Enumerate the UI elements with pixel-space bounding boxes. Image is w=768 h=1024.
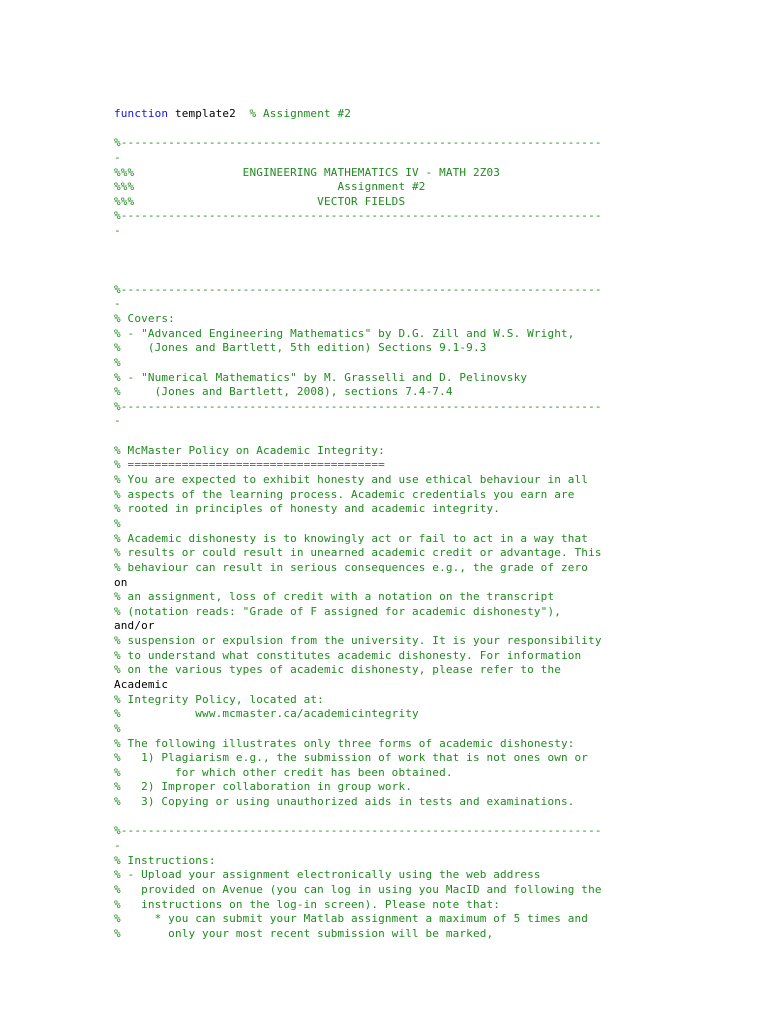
comment-line: % The following illustrates only three forms of academic dishonesty:	[114, 736, 575, 750]
comment-line: -	[114, 224, 121, 238]
comment-line: % - "Numerical Mathematics" by M. Grasselli and D. Pelinovsky	[114, 370, 528, 384]
blank-line	[114, 122, 734, 137]
comment-line: -	[114, 297, 121, 311]
comment-line: % an assignment, loss of credit with a notation on the transcript	[114, 590, 555, 604]
blank-line	[114, 429, 734, 444]
comment-line: % 2) Improper collaboration in group work.	[114, 780, 412, 794]
comment-line: % (notation reads: "Grade of F assigned for academic dishonesty"),	[114, 604, 561, 618]
comment-line: %	[114, 516, 121, 530]
function-keyword: function	[114, 107, 169, 120]
comment-line: % behaviour can result in serious consequences e.g., the grade of zero	[114, 560, 589, 574]
blank-line	[114, 239, 734, 254]
comment-line: %-----------------------------------------------------------------------	[114, 824, 602, 838]
comment-line: % suspension or expulsion from the university. It is your responsibility	[114, 634, 602, 648]
wrapped-text-line: Academic	[114, 677, 169, 691]
comment-line: %%% VECTOR FIELDS	[114, 194, 406, 208]
comment-line: % aspects of the learning process. Academic credentials you earn are	[114, 487, 575, 501]
comment-line: %-----------------------------------------------------------------------	[114, 399, 602, 413]
comment-line: % only your most recent submission will be marked,	[114, 926, 494, 940]
comment-line: -	[114, 839, 121, 853]
comment-line: % Academic dishonesty is to knowingly act or fail to act in a way that	[114, 531, 589, 545]
comment-line: %-----------------------------------------------------------------------	[114, 136, 602, 150]
blank-line	[114, 268, 734, 283]
comment-line: %%% Assignment #2	[114, 180, 426, 194]
comment-line: % - Upload your assignment electronically using the web address	[114, 868, 541, 882]
comment-line: % Instructions:	[114, 853, 216, 867]
comment-line: % * you can submit your Matlab assignment a maximum of 5 times and	[114, 912, 589, 926]
comment-line: % to understand what constitutes academic dishonesty. For information	[114, 648, 582, 662]
comment-line: % - "Advanced Engineering Mathematics" by D.G. Zill and W.S. Wright,	[114, 326, 575, 340]
wrapped-text-line: on	[114, 575, 128, 589]
wrapped-text-line: and/or	[114, 619, 155, 633]
comment-line: % provided on Avenue (you can log in using you MacID and following the	[114, 882, 602, 896]
function-name: template2	[168, 107, 250, 120]
comment-line: % (Jones and Bartlett, 5th edition) Sections 9.1-9.3	[114, 341, 487, 355]
comment-line: % results or could result in unearned academic credit or advantage. This	[114, 546, 602, 560]
comment-line: %-----------------------------------------------------------------------	[114, 282, 602, 296]
matlab-code-listing	[114, 107, 734, 942]
comment-line: % Integrity Policy, located at:	[114, 692, 324, 706]
comment-line: % McMaster Policy on Academic Integrity:	[114, 443, 385, 457]
comment-line: % www.mcmaster.ca/academicintegrity	[114, 707, 419, 721]
comment-line: % You are expected to exhibit honesty and use ethical behaviour in all	[114, 473, 589, 487]
comment-line: % instructions on the log-in screen). Please note that:	[114, 897, 501, 911]
comment-line: % on the various types of academic dishonesty, please refer to the	[114, 663, 561, 677]
comment-line: -	[114, 150, 121, 164]
comment-line: -	[114, 414, 121, 428]
comment-line: %	[114, 355, 121, 369]
comment-line: % rooted in principles of honesty and academic integrity.	[114, 502, 501, 516]
comment-line: % Covers:	[114, 311, 175, 325]
comment-line: % (Jones and Bartlett, 2008), sections 7.4-7.4	[114, 385, 453, 399]
function-declaration-line	[114, 107, 734, 122]
inline-comment: % Assignment #2	[249, 107, 352, 120]
blank-line	[114, 253, 734, 268]
comment-line: % 1) Plagiarism e.g., the submission of work that is not ones own or	[114, 751, 589, 765]
blank-line	[114, 810, 734, 825]
comment-line: % 3) Copying or using unauthorized aids in tests and examinations.	[114, 795, 575, 809]
comment-line: %%% ENGINEERING MATHEMATICS IV - MATH 2Z03	[114, 165, 501, 179]
comment-line: %	[114, 721, 121, 735]
comment-line: % for which other credit has been obtained.	[114, 765, 453, 779]
comment-line: %-----------------------------------------------------------------------	[114, 209, 602, 223]
comment-line: % ======================================	[114, 458, 385, 472]
